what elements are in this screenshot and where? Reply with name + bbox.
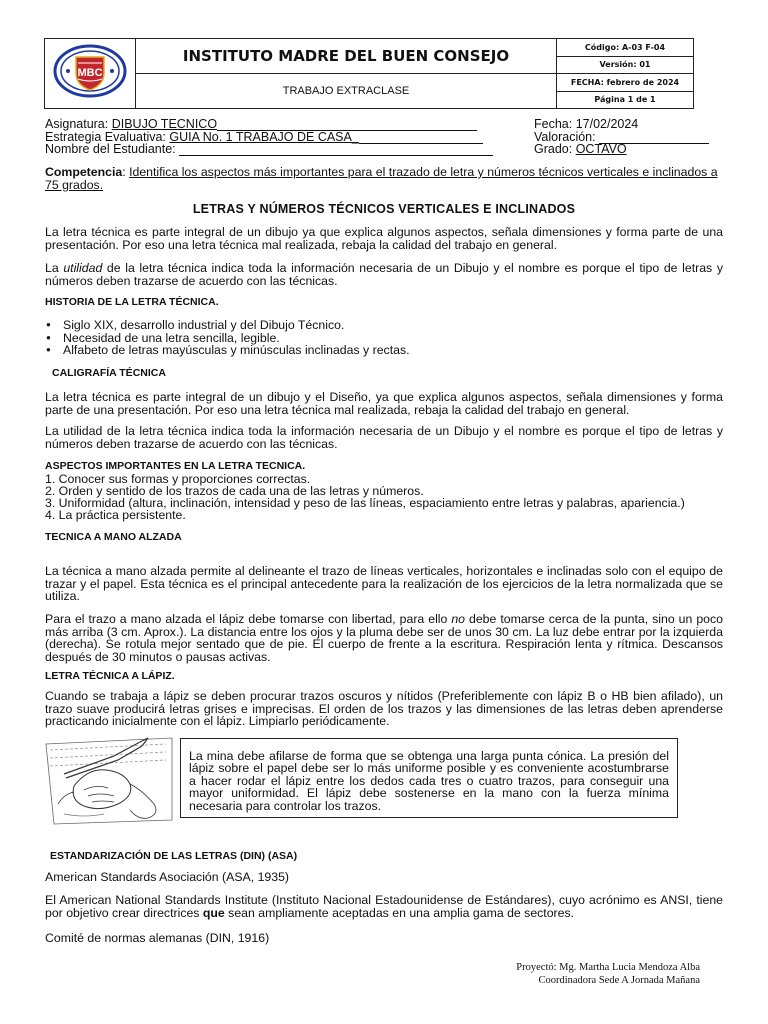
footer-role: Coordinadora Sede A Jornada Mañana (538, 975, 700, 986)
estandarizacion-paragraph-2 (45, 894, 723, 919)
institution-name: INSTITUTO MADRE DEL BUEN CONSEJO (136, 39, 557, 74)
document-header (44, 38, 694, 109)
document-date: FECHA: febrero de 2024 (557, 74, 694, 92)
mano-alzada-heading: TECNICA A MANO ALZADA (45, 531, 182, 543)
mano-alzada-p2-start: Para el trazo a mano alzada el lápiz debe tomarse con libertad, para ello (45, 612, 452, 626)
estandarizacion-paragraph-1: American Standards Asociación (ASA, 1935) (45, 870, 290, 884)
document-code: Código: A-03 F-04 (557, 39, 694, 57)
strategy-label: Estrategia Evaluativa: (45, 130, 166, 144)
estandarizacion-p2-bold: que (202, 905, 225, 920)
hand-drawing-illustration (44, 734, 174, 826)
estandarizacion-paragraph-3: Comité de normas alemanas (DIN, 1916) (45, 931, 270, 945)
estandarizacion-p2-end: sean ampliamente aceptadas en una amplia gama de sectores. (224, 905, 575, 920)
estandarizacion-p2-start: El American National Standards Institute (Instituto Nacional Estadounidense de Estándares), cuyo acrónimo es ANSI, tiene por objetivo crear directrices (45, 893, 723, 920)
subject-label: Asignatura: (45, 117, 109, 131)
list-item: 3. Uniformidad (altura, inclinación, intensidad y peso de las líneas, espaciamiento entre letras y palabras, apariencia.) (45, 496, 685, 511)
intro-p2-italic: utilidad (63, 261, 103, 275)
aspectos-heading: ASPECTOS IMPORTANTES EN LA LETRA TECNICA. (45, 460, 306, 472)
footer-author: Proyectó: Mg. Martha Lucia Mendoza Alba (516, 962, 700, 973)
historia-heading: HISTORIA DE LA LETRA TÉCNICA. (45, 296, 219, 308)
logo-cell (45, 39, 136, 109)
student-label: Nombre del Estudiante: (45, 142, 176, 156)
grade-row (534, 143, 627, 156)
competencia-label: Competencia (45, 165, 123, 179)
logo-text: MBC (77, 67, 103, 79)
list-item: ● Necesidad de una letra sencilla, legible. (45, 332, 410, 345)
historia-list (45, 319, 410, 357)
estandarizacion-heading: ESTANDARIZACIÓN DE LAS LETRAS (DIN) (ASA) (50, 850, 298, 862)
grade-value: OCTAVO (575, 142, 627, 156)
intro-paragraph-2 (45, 262, 723, 287)
intro-p2-end: de la letra técnica indica toda la información necesaria de un Dibujo y el nombre es porque el tipo de letras y números deben trazarse de acuerdo con las técnicas. (45, 261, 723, 288)
competencia-colon: : (122, 165, 126, 179)
mano-alzada-paragraph-1: La técnica a mano alzada permite al delineante el trazo de líneas verticales, horizontales e inclinadas solo con el equipo de trazar y el papel. Esta técnica es el principal antecedente para la realización de los ejercicios de la letra normalizada que se utiliza. (45, 564, 723, 604)
mano-alzada-p2-italic: no (451, 612, 466, 626)
caligrafia-paragraph-2: La utilidad de la letra técnica indica toda la información necesaria de un Dibujo y el nombre es porque el tipo de letras y números deben trazarse de acuerdo con las técnicas. (45, 424, 723, 451)
strategy-value: GUIA No. 1 TRABAJO DE CASA_ (169, 130, 359, 144)
list-item: ● Alfabeto de letras mayúsculas y minúsculas inclinadas y rectas. (45, 344, 410, 357)
subject-value: DIBUJO TECNICO (111, 117, 218, 131)
intro-p2-start: La (45, 261, 64, 275)
page-number: Página 1 de 1 (557, 91, 694, 109)
caligrafia-paragraph-1: La letra técnica es parte integral de un dibujo y el Diseño, ya que explica algunos aspectos, señala dimensiones y forma parte de una presentación. Por eso una letra técnica mal realizada, rebaja la calidad del trabajo en general. (45, 390, 723, 417)
list-item: 4. La práctica persistente. (45, 508, 186, 523)
mano-alzada-p2-end: debe tomarse cerca de la punta, sino un poco más arriba (3 cm. Aprox.). La distancia entre los ojos y la pluma debe ser de unos 30 cm. La luz debe entrar por la izquierda (derecha). Se rotula mejor sentado que de pie. El cuerpo de frente a la escritura. Respiración lenta y rítmica. Descansos después de 30 minutos o pausas activas. (45, 612, 723, 664)
mano-alzada-paragraph-2 (45, 613, 723, 663)
student-row (45, 143, 493, 156)
score-label: Valoración: (534, 130, 596, 144)
school-logo (52, 43, 128, 99)
competencia (45, 166, 723, 191)
aspectos-list (45, 473, 685, 521)
list-item: 2. Orden y sentido de los trazos de cada una de las letras y números. (45, 484, 424, 499)
date-label: Fecha: (534, 117, 573, 131)
list-item: ● Siglo XIX, desarrollo industrial y del Dibujo Técnico. (45, 319, 410, 332)
intro-paragraph-1: La letra técnica es parte integral de un dibujo ya que explica algunos aspectos, señala dimensiones y forma parte de una presentación. Por eso una letra técnica mal realizada, rebaja la calidad del trabajo en general. (45, 225, 723, 252)
caligrafia-heading: CALIGRAFÍA TÉCNICA (52, 367, 166, 379)
student-name-field[interactable] (179, 144, 493, 156)
page-title: LETRAS Y NÚMEROS TÉCNICOS VERTICALES E INCLINADOS (192, 202, 576, 216)
grade-label: Grado: (534, 142, 573, 156)
pencil-tip-note: La mina debe afilarse de forma que se obtenga una larga punta cónica. La presión del lápiz sobre el papel debe ser lo más uniforme posible y es conveniente acostumbrarse a hacer rodar el lápiz entre los dedos cada tres o cuatro trazos, para conseguir una mayor uniformidad. El lápiz debe sostenerse en la mano con la fuerza mínima necesaria para controlar los trazos. (180, 738, 678, 818)
list-item: 1. Conocer sus formas y proporciones correctas. (45, 472, 311, 486)
document-version: Versión: 01 (557, 56, 694, 74)
date-value: 17/02/2024 (575, 117, 639, 131)
lapiz-paragraph: Cuando se trabaja a lápiz se deben procurar trazos oscuros y nítidos (Preferiblemente con lápiz B o HB bien afilado), un trazo suave producirá letras grises e imprecisas. El orden de los trazos y las dimensiones de las letras deben aprenderse practicando inicialmente con el lápiz. Limpiarlo periódicamente. (45, 689, 723, 729)
lapiz-heading: LETRA TÉCNICA A LÁPIZ. (45, 670, 175, 682)
document-subtitle: TRABAJO EXTRACLASE (136, 74, 557, 109)
competencia-text: Identifica los aspectos más importantes para el trazado de letra y números técnicos verticales e inclinados a 75 grados. (45, 165, 718, 192)
